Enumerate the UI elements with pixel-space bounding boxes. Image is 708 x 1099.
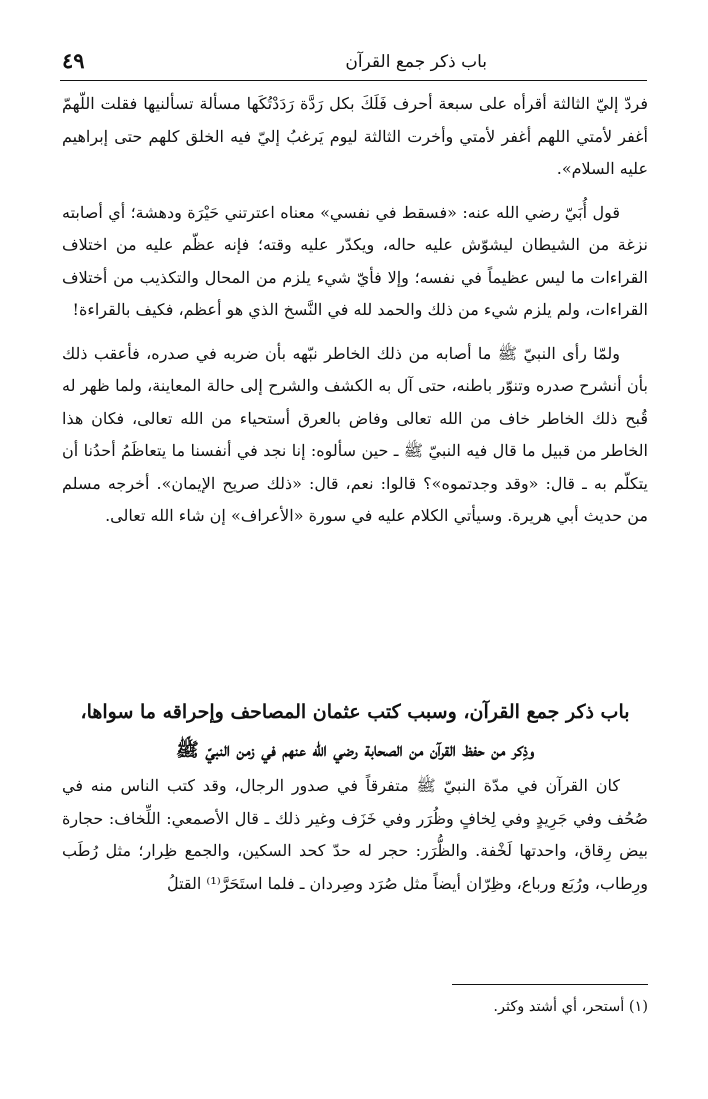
footnote-divider (452, 984, 648, 985)
chapter-heading-line-2: وذِكر من حفظ القرآن من الصحابة رضي الله عنهم في زمن النبيّ ﷺ (175, 739, 535, 761)
paragraph-prophet-strike: ولمّا رأى النبيّ ﷺ ما أصابه من ذلك الخاطر نبّهه بأن ضربه في صدره، فأعقب ذلك بأن أنشرح صدره وتنوّر باطنه، حتى آل به الكشف والشرح إلى حالة المعاينة، ولما ظهر له قُبح ذلك الخاطر خاف من الله تعالى وفاض بالعرق أستحياء من الله تعالى، فكان هذا الخاطر من قبيل ما قال فيه النبيّ ﷺ ـ حين سألوه: إنا نجد في أنفسنا ما يتعاظَمُ أحدُنا أن يتكلّم به ـ قال: «وقد وجدتموه»؟ قالوا: نعم، قال: «ذلك صريح الإيمان». أخرجه مسلم من حديث أبي هريرة. وسيأتي الكلام عليه في سورة «الأعراف» إن شاء الله تعالى. (62, 343, 648, 525)
page-header (60, 46, 647, 81)
page-number: ٤٩ (62, 48, 85, 73)
chapter-body (62, 770, 648, 911)
running-title: باب ذكر جمع القرآن (345, 52, 487, 72)
paragraph-hadith-end: فردّ إليّ الثالثة أقرأه على سبعة أحرف فَلَكَ بكل رَدَّة رَدَدْتُكَها مسألة تسألنيها فقلت اللّهمّ أغفر لأمتي اللهم أغفر لأمتي وأخرت الثالثة ليوم يَرغبُ إليّ فيه الخلق كلهم حتى إبراهيم عليه السلام». (62, 94, 648, 178)
body-text (62, 88, 648, 544)
footnote: (١) أستحر، أي أشتد وكثر. (493, 999, 648, 1015)
chapter-heading-line-1: باب ذكر جمع القرآن، وسبب كتب عثمان المصاحف وإحراقه ما سواها، (80, 701, 630, 723)
paragraph-ubayy-commentary: قول أُبَيّ رضي الله عنه: «فسقط في نفسي» معناه اعترتني حَيْرَة ودهشة؛ أي أصابته نزغة من الشيطان ليشوّش عليه حاله، ويكدّر عليه وقته؛ فإنه عظّم عليه من اختلاف القراءات ما ليس عظيماً في نفسه؛ وإلا فأيّ شيء يلزم من المحال والتكذيب من أختلاف القراءات، ولم يلزم شيء من ذلك والحمد لله في النَّسخ الذي هو أعظم، فكيف بالقراءة! (62, 202, 648, 319)
chapter-heading (62, 693, 648, 769)
paragraph-quran-collection: كان القرآن في مدّة النبيّ ﷺ متفرقاً في صدور الرجال، وقد كتب الناس منه في صُحُف وفي جَرِيدٍ وفي لِخافٍ وظُرَر وفي خَزَف وغير ذلك ـ قال الأصمعي: اللِّخاف: حجارة بيض رِقاق، واحدتها لَخْفة. والظُّرَر: حجر له حدّ كحد السكين، والجمع ظِرار؛ مثل رُطَب ورِطاب، ورُبَع ورباع، وظِرّان أيضاً مثل صُرَد وصِردان ـ فلما استَحَرَّ⁽¹⁾ القتلُ (62, 776, 648, 893)
